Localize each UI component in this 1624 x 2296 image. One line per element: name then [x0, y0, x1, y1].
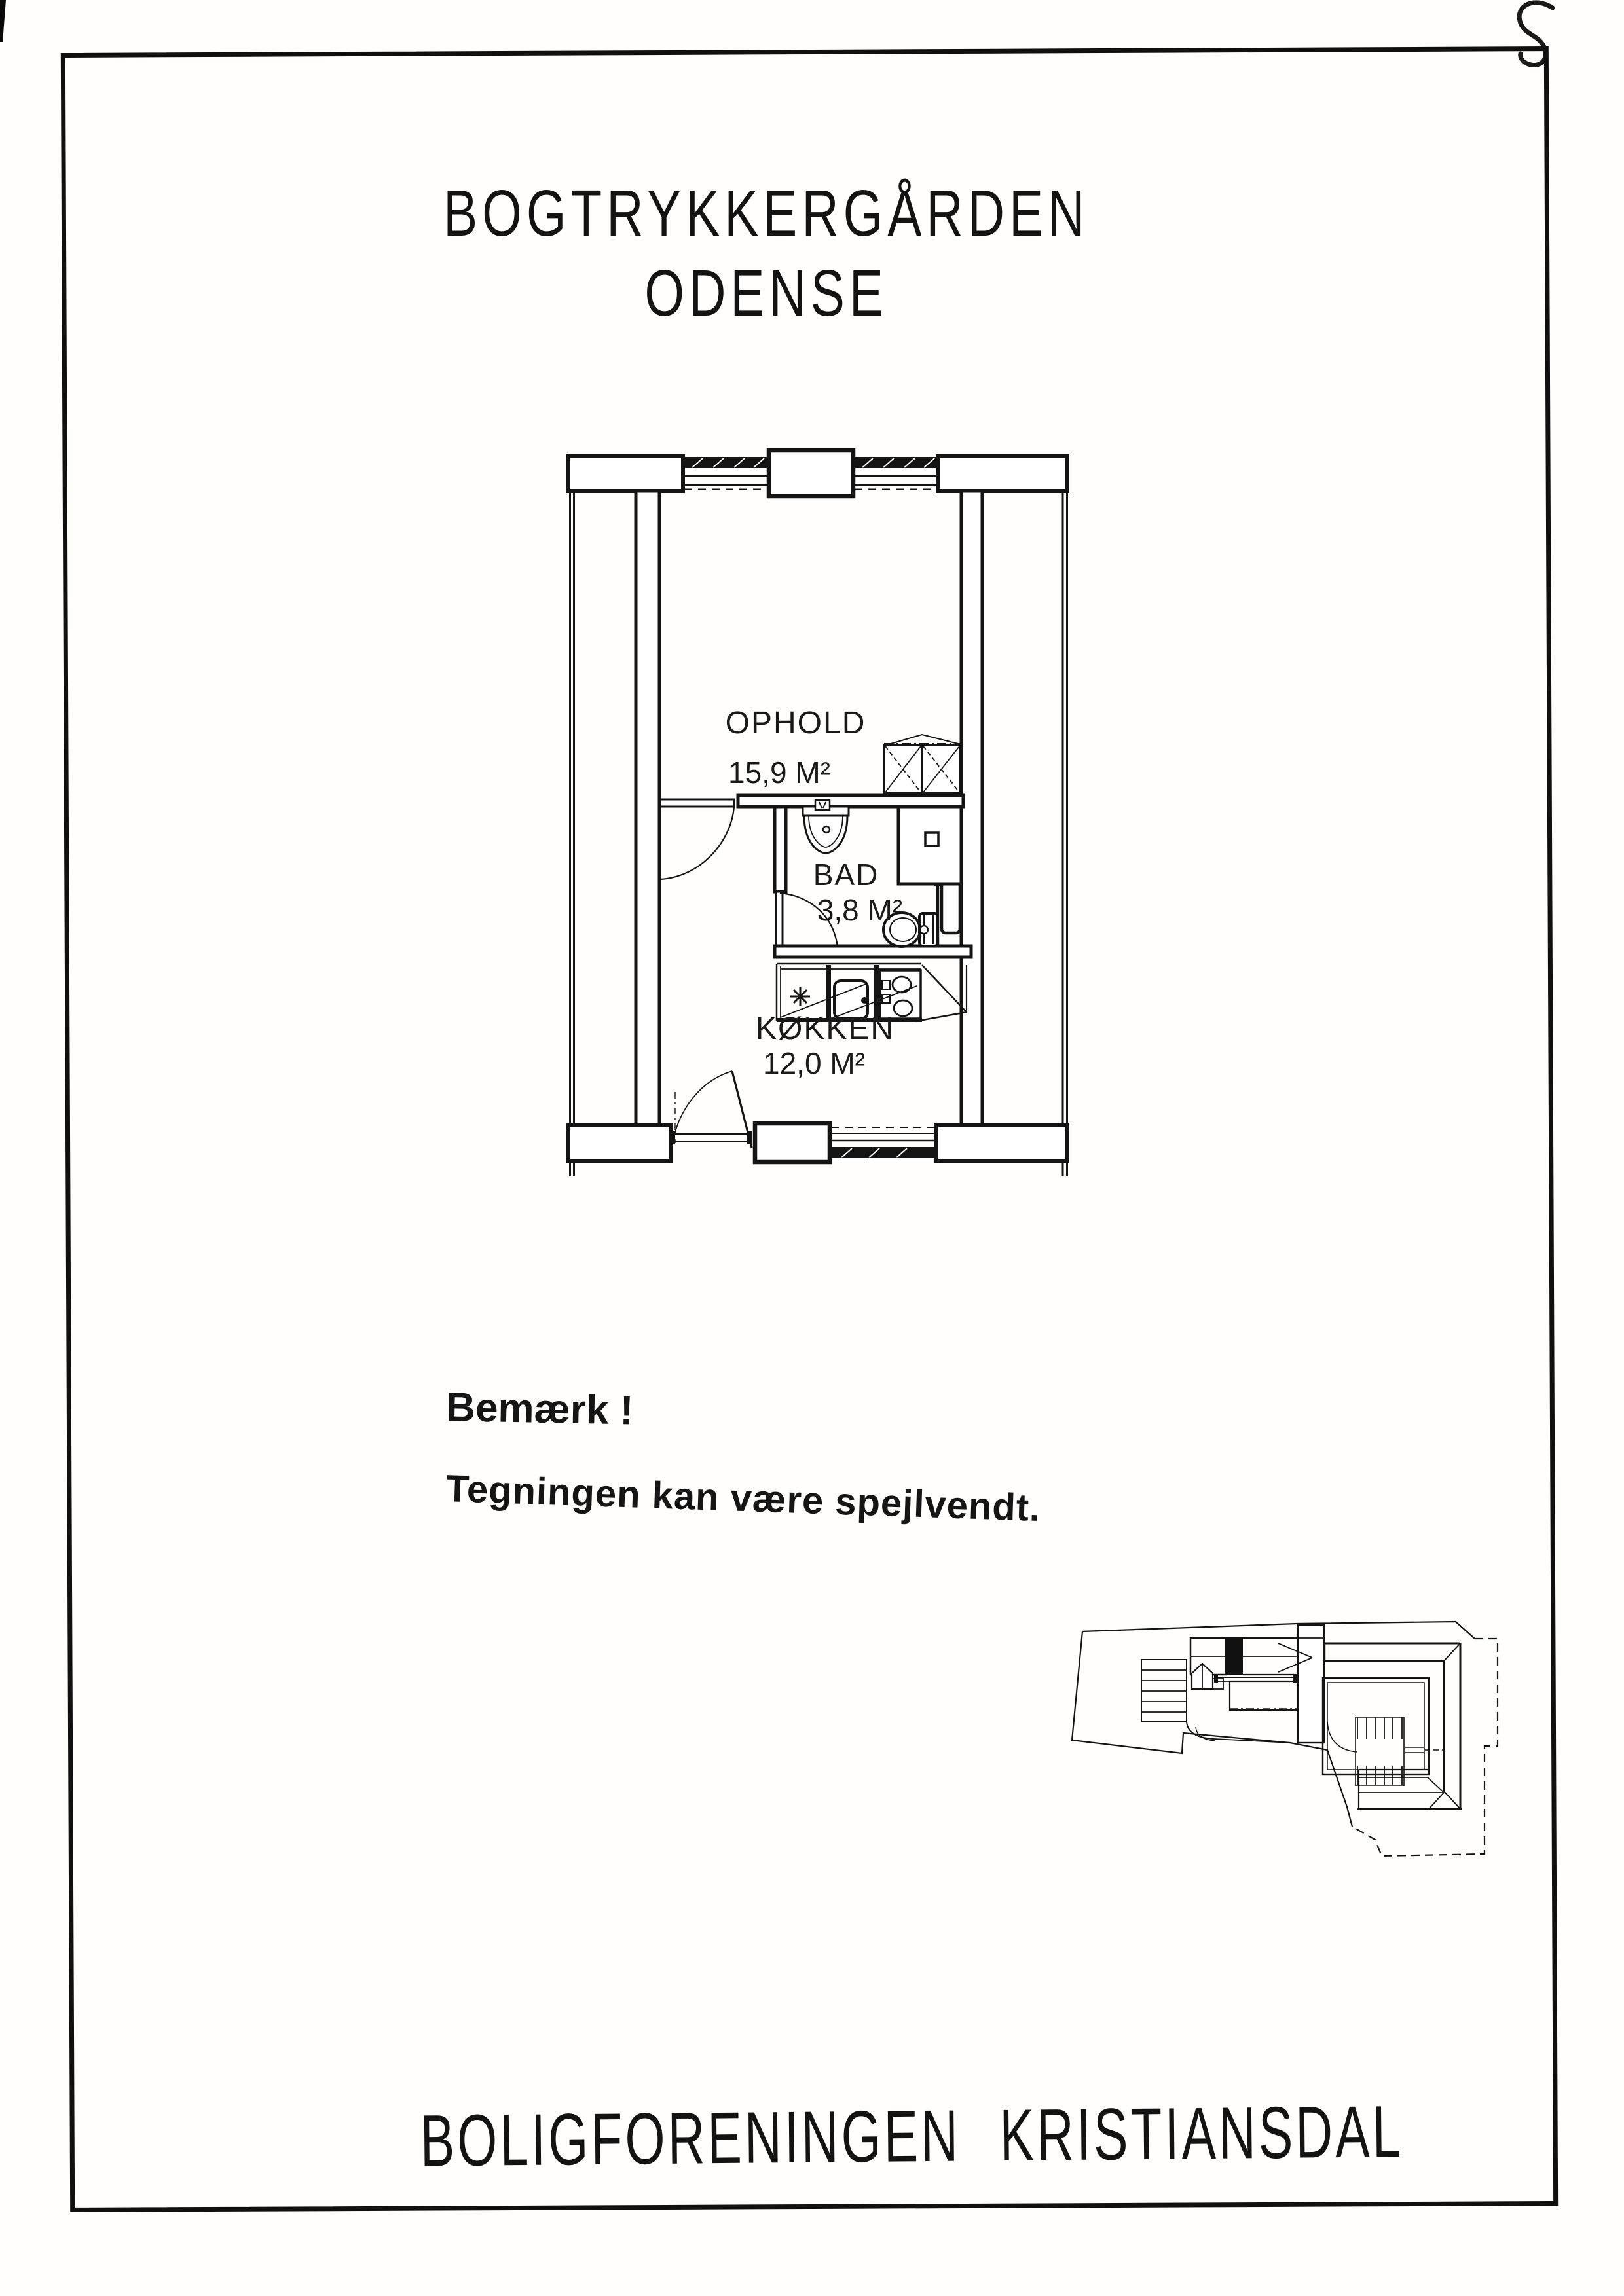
door-leaf [660, 799, 734, 807]
page-subtitle-text: ODENSE [644, 257, 888, 330]
building-connector [1278, 1625, 1324, 1743]
floor-plan [560, 426, 1077, 1185]
window-icon [853, 457, 938, 491]
door-leaf [776, 892, 783, 948]
building-east-wing [1323, 1643, 1462, 1809]
site-boundary-dashed [1352, 1639, 1498, 1856]
note-heading: Bemærk ! [445, 1384, 634, 1434]
footer-title [210, 2090, 1520, 2182]
stairs-icon [1327, 1717, 1443, 1786]
corner-cabinet-lines [915, 965, 967, 1021]
window-icon [830, 1125, 936, 1159]
window-icon [683, 457, 769, 491]
washbasin-icon [803, 800, 849, 853]
page-title [282, 177, 1251, 250]
wardrobe-icon [884, 735, 961, 793]
site-boundary [1072, 1622, 1475, 1827]
window-pier [755, 1123, 830, 1162]
page-subtitle [282, 257, 1251, 330]
scan-edge-artifact [0, 0, 6, 42]
entrance-door [669, 1071, 752, 1148]
room-area-ophold: 15,9 M² [728, 756, 830, 790]
room-area-bad: 3,8 M² [817, 893, 903, 927]
door-swing-arc [1327, 1722, 1357, 1752]
room-label-bad: BAD [813, 858, 879, 892]
room-label-ophold: OPHOLD [725, 706, 866, 740]
footer-title-text: BOLIGFORENINGEN KRISTIANSDAL [420, 2090, 1405, 2182]
shower-icon [898, 807, 961, 884]
page-title-text: BOGTRYKKERGÅRDEN [443, 177, 1090, 250]
bath-niche [942, 881, 960, 933]
note-body: Tegningen kan være spejlvendt. [445, 1467, 1042, 1530]
door-swing-arc [660, 807, 734, 879]
door-leaf [732, 1071, 752, 1148]
room-label-kokken: KØKKEN [755, 1011, 895, 1046]
floor-drain-icon [790, 987, 810, 1006]
unit-location-marker [1226, 1639, 1243, 1675]
site-plan [1067, 1617, 1506, 1859]
room-area-kokken: 12,0 M² [763, 1046, 865, 1080]
parking-stripes [1141, 1660, 1187, 1722]
window-pier [769, 450, 853, 496]
